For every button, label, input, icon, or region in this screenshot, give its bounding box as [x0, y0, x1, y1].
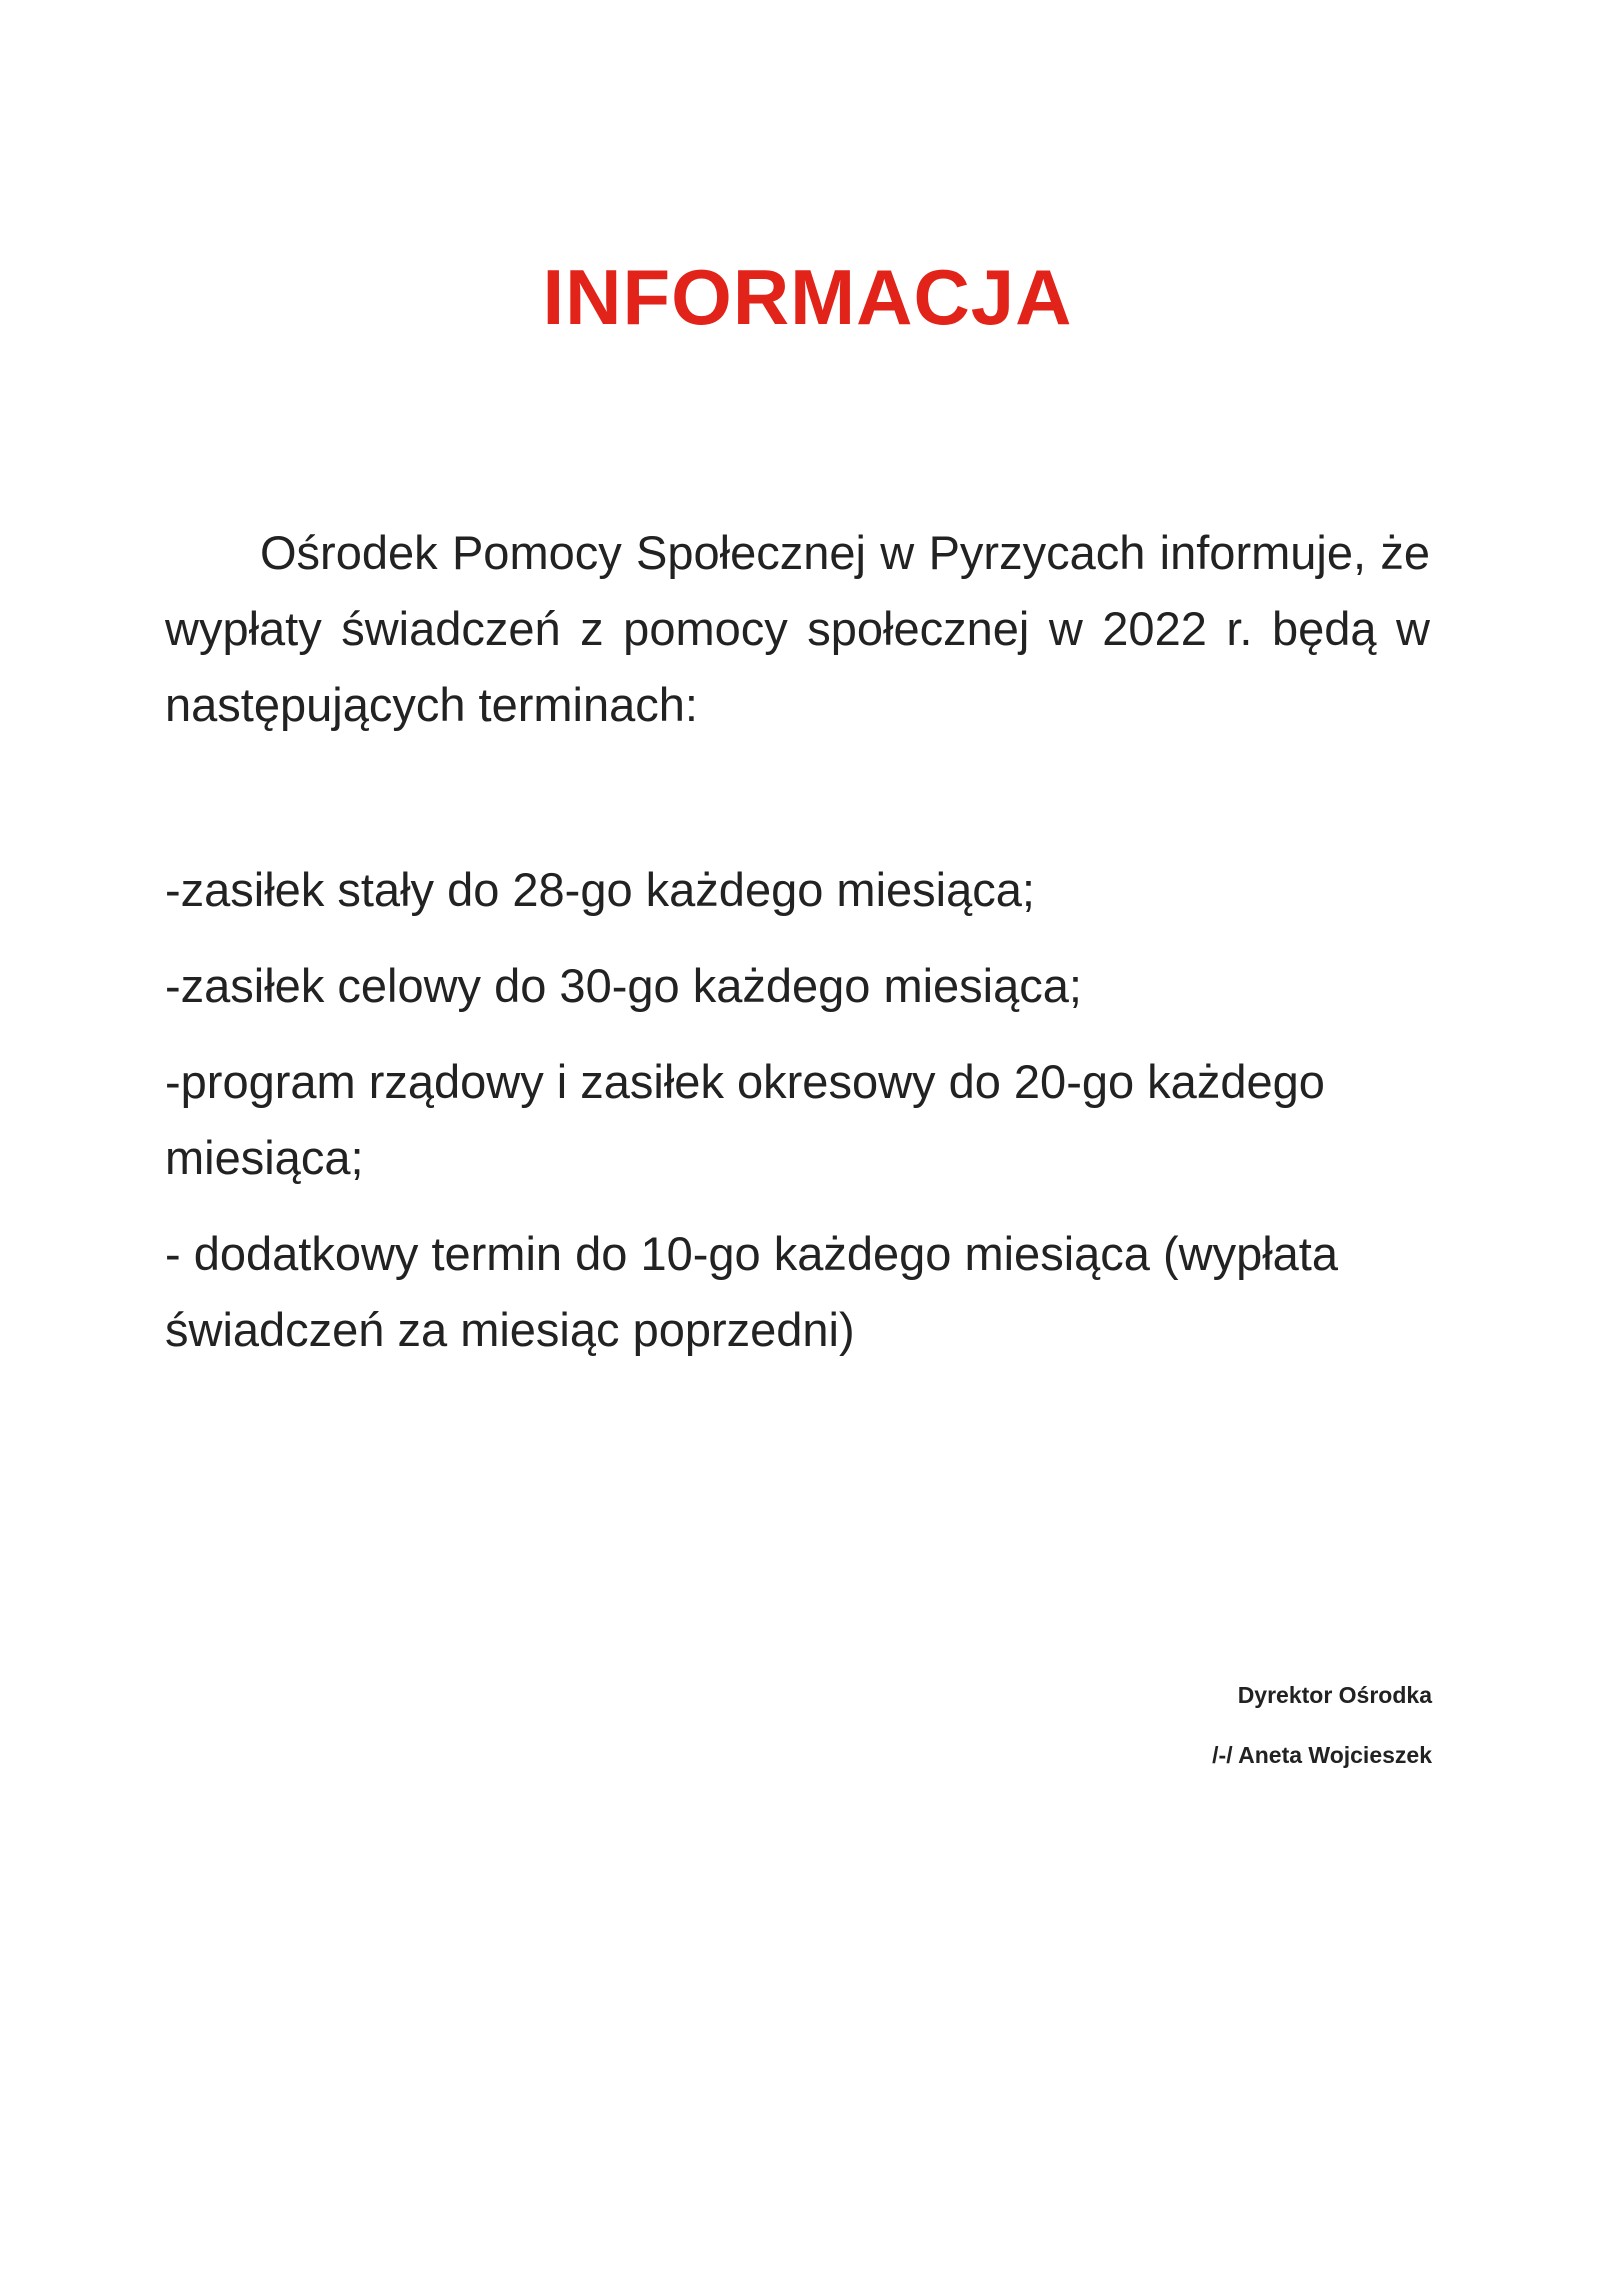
intro-paragraph: Ośrodek Pomocy Społecznej w Pyrzycach informuje, że wypłaty świadczeń z pomocy społecznej w 2022 r. będą w następujących terminach: [165, 526, 1430, 731]
payment-term-item: -zasiłek stały do 28-go każdego miesiąca; [165, 863, 1035, 916]
signature-role: Dyrektor Ośrodka [1237, 1682, 1432, 1708]
payment-term-item: - dodatkowy termin do 10-go każdego miesiąca (wypłata świadczeń za miesiąc poprzedni) [165, 1227, 1338, 1356]
signature-name: /-/ Aneta Wojcieszek [1212, 1742, 1432, 1768]
payment-terms-list [165, 852, 1430, 1388]
signature-block [1212, 1665, 1432, 1785]
payment-term-item: -program rządowy i zasiłek okresowy do 20-go każdego miesiąca; [165, 1055, 1325, 1184]
payment-term-item: -zasiłek celowy do 30-go każdego miesiąca; [165, 959, 1082, 1012]
document-title: INFORMACJA [542, 253, 1073, 342]
